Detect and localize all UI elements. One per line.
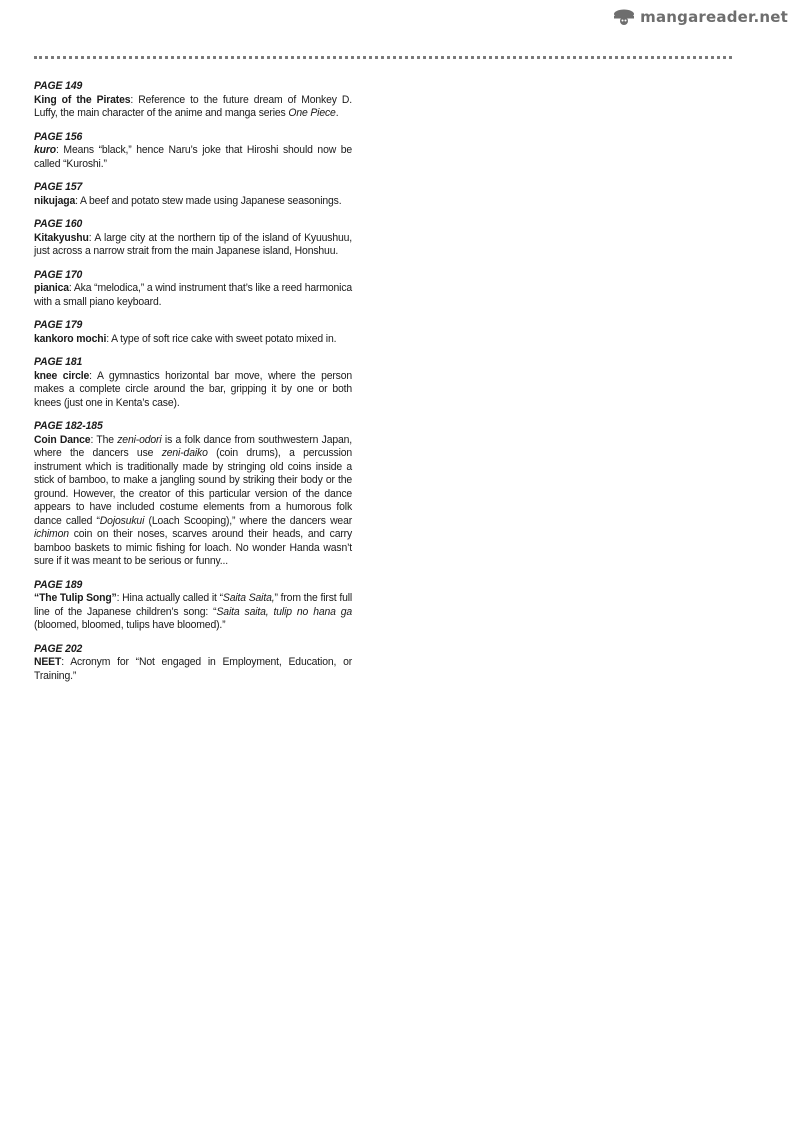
note-body (34, 656, 352, 683)
note-term: Coin Dance (34, 433, 91, 446)
note-separator: : (61, 656, 71, 668)
note-text: A beef and potato stew made using Japanese seasonings. (80, 194, 342, 207)
note-text: Means “black,” hence Naru’s joke that Hiroshi should now be called “Kuroshi.” (34, 144, 353, 170)
note-separator: : (130, 93, 139, 106)
note-text: (Loach Scooping),” where the dancers wear (144, 514, 353, 527)
note-page-number: PAGE 202 (34, 642, 83, 655)
note-text: Reference to the future dream of Monkey D. Luffy, the main character of the anime and manga series (34, 93, 353, 119)
note-body (34, 94, 352, 121)
note-separator: : (106, 332, 112, 345)
note-term: “The Tulip Song” (34, 592, 117, 604)
note-body (34, 195, 352, 209)
note-separator: : (89, 369, 97, 382)
note-body (34, 232, 352, 259)
note-text: is a folk dance from southwestern Japan, where the dancers use (34, 433, 353, 459)
note-page-189 (34, 579, 352, 633)
note-text: ” from the first full line of the Japanese children’s song: “ (34, 592, 353, 618)
note-italic-term: Saita Saita, (222, 592, 275, 604)
note-text: Hina actually called it “ (122, 592, 223, 604)
pirate-skull-icon (611, 8, 637, 26)
note-body (34, 333, 352, 347)
note-text: . (335, 107, 339, 119)
note-body (34, 434, 352, 569)
note-page-179 (34, 319, 352, 346)
note-term: knee circle (34, 369, 90, 382)
note-separator: : (116, 592, 123, 604)
note-body (34, 592, 352, 633)
note-page-number: PAGE 189 (34, 578, 83, 591)
note-page-157 (34, 181, 352, 208)
note-italic-title: One Piece (288, 107, 336, 119)
note-separator: : (56, 144, 64, 156)
translation-notes (34, 80, 352, 693)
note-term: nikujaga (34, 194, 76, 207)
note-page-182-185 (34, 420, 352, 569)
note-page-170 (34, 269, 352, 310)
note-text: Aka “melodica,” a wind instrument that’s like a reed harmonica with a small piano keyboard. (34, 282, 353, 308)
note-term: King of the Pirates (34, 93, 131, 106)
note-page-number: PAGE 157 (34, 181, 83, 193)
note-separator: : (75, 194, 81, 207)
note-page-number: PAGE 170 (34, 268, 83, 281)
note-term: Kitakyushu (34, 231, 89, 244)
note-italic-term: zeni-daiko (161, 447, 208, 459)
note-page-number: PAGE 182-185 (34, 420, 103, 432)
note-italic-term: Saita saita, tulip no hana ga (216, 605, 353, 618)
note-text: (bloomed, bloomed, tulips have bloomed).” (34, 619, 226, 631)
note-page-149 (34, 80, 352, 121)
note-text: A large city at the northern tip of the island of Kyuushuu, just across a narrow strait from the main Japanese island, Honshuu. (34, 231, 353, 257)
note-term: kankoro mochi (34, 332, 107, 345)
note-text: Acronym for “Not engaged in Employment, Education, or Training.” (34, 656, 353, 682)
note-text: A gymnastics horizontal bar move, where the person makes a complete circle around the bar, gripping it by one or both knees (just one in Kenta’s case). (34, 369, 353, 409)
note-page-160 (34, 218, 352, 259)
note-text: A type of soft rice cake with sweet potato mixed in. (111, 332, 337, 345)
note-page-202 (34, 643, 352, 684)
note-page-number: PAGE 160 (34, 218, 83, 230)
note-page-number: PAGE 179 (34, 319, 83, 331)
dotted-divider (34, 56, 732, 59)
note-page-181 (34, 356, 352, 410)
note-separator: : (88, 231, 95, 244)
note-page-number: PAGE 149 (34, 80, 83, 92)
note-term: kuro (34, 144, 57, 156)
note-page-number: PAGE 181 (34, 356, 83, 368)
note-page-number: PAGE 156 (34, 130, 83, 143)
note-text: The (96, 433, 118, 446)
note-body (34, 370, 352, 411)
note-italic-term: Dojosukui (99, 514, 145, 527)
note-italic-term: ichimon (34, 528, 69, 540)
watermark-text: mangareader.net (640, 8, 788, 26)
note-separator: : (68, 282, 74, 294)
note-text: coin on their noses, scarves around their heads, and carry bamboo baskets to mimic fishing for loach. No wonder Handa wasn’t sure if it was meant to be serious or funny... (34, 528, 353, 567)
note-term: NEET (34, 656, 62, 668)
note-separator: : (90, 433, 97, 446)
note-italic-term: zeni-odori (117, 433, 162, 446)
note-body (34, 282, 352, 309)
site-watermark (611, 8, 788, 26)
note-page-156 (34, 131, 352, 172)
note-term: pianica (34, 282, 69, 294)
note-body (34, 144, 352, 171)
note-text: (coin drums), a percussion instrument which is traditionally made by stringing old coins inside a stick of bamboo, to make a jangling sound by striking their body or the ground. However, the creator of this particular version of the dance appears to have included costume elements from a humorous folk dance called “ (34, 447, 353, 527)
